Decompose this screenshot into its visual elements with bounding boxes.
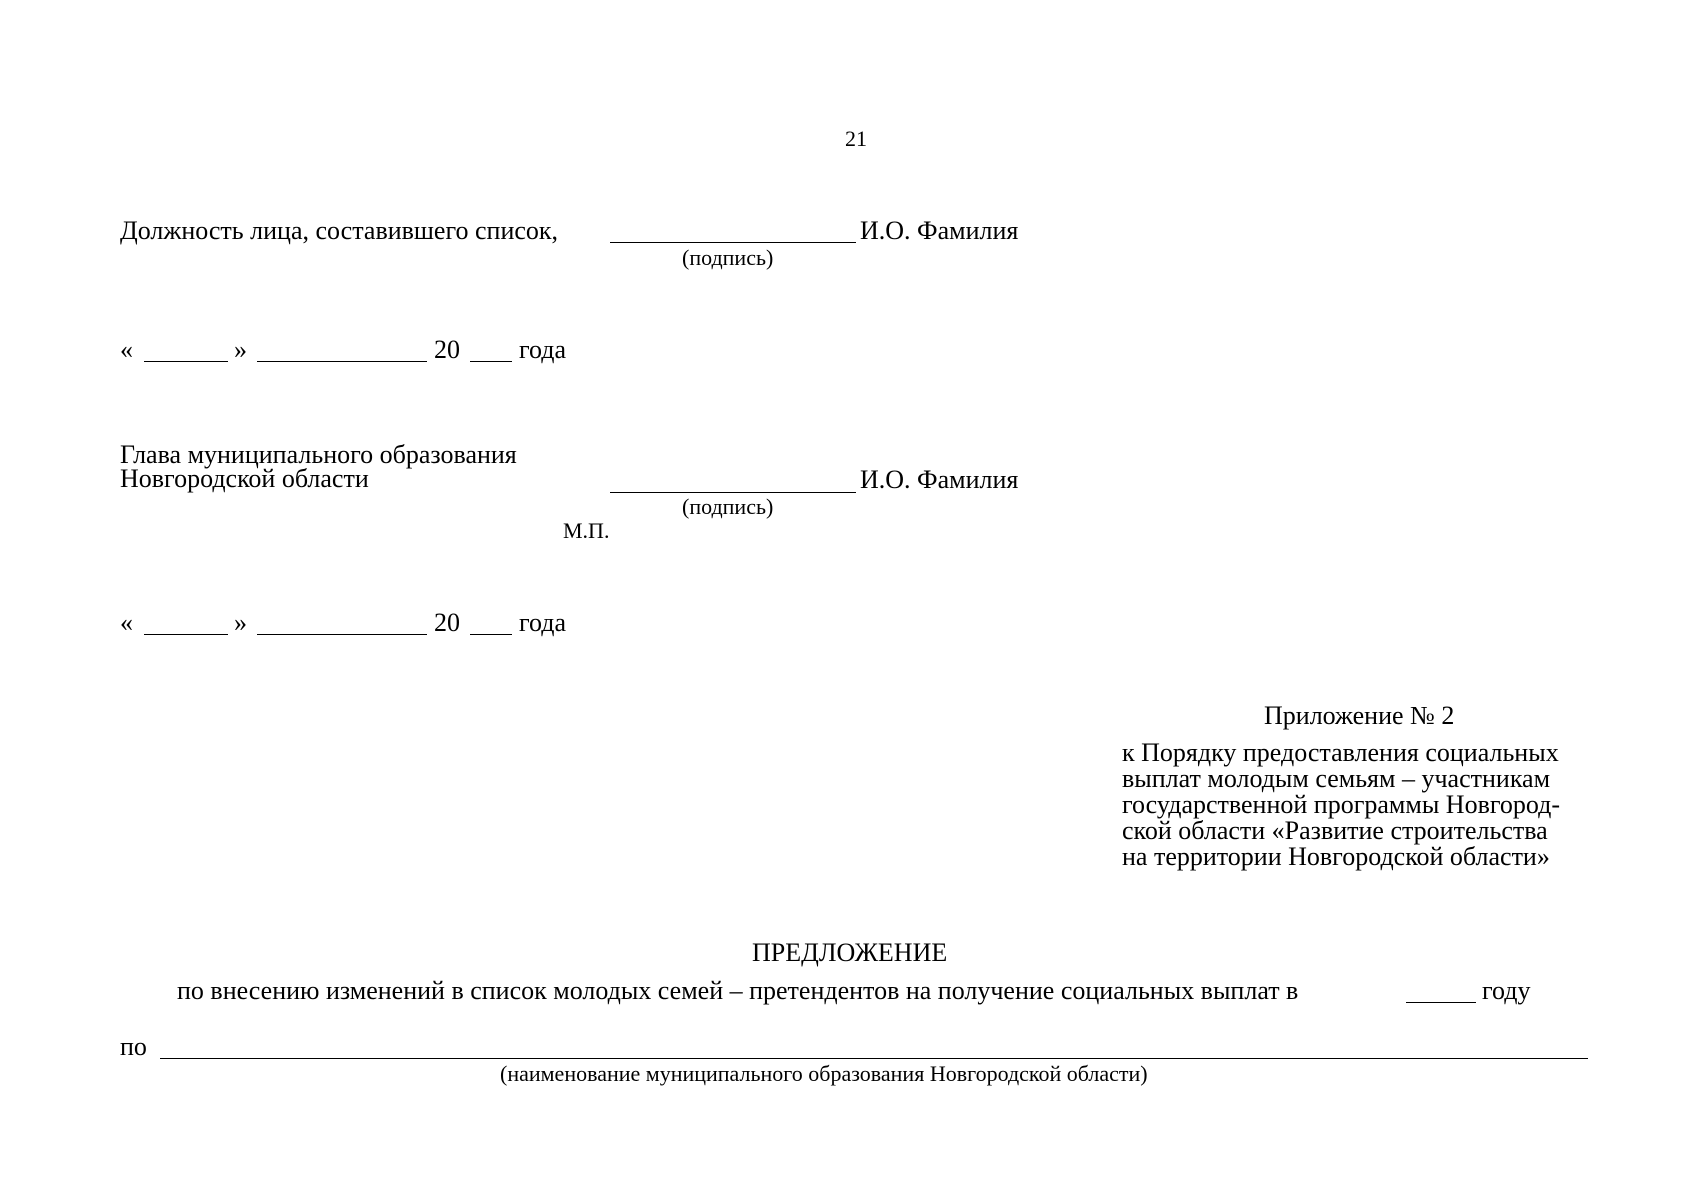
proposal-subheading-suffix: году <box>1482 976 1531 1005</box>
signatory-name: И.О. Фамилия <box>860 465 1019 494</box>
position-label: Должность лица, составившего список, <box>120 216 559 245</box>
day-blank <box>144 361 228 362</box>
year-blank <box>1406 1002 1476 1003</box>
proposal-subheading: по внесению изменений в список молодых семей – претендентов на получение социальных выплат в <box>177 976 1299 1005</box>
signature-line <box>610 242 856 243</box>
appendix-line: к Порядку предоставления социальных <box>1122 738 1559 767</box>
appendix-line: на территории Новгородской области» <box>1122 842 1550 871</box>
year-blank <box>470 634 512 635</box>
signature-caption: (подпись) <box>682 494 774 519</box>
signature-caption: (подпись) <box>682 245 774 270</box>
year-prefix: 20 <box>434 608 460 637</box>
appendix-title: Приложение № 2 <box>1264 701 1455 730</box>
by-label: по <box>120 1032 147 1061</box>
municipality-caption: (наименование муниципального образования Новгородской области) <box>500 1061 1148 1086</box>
municipality-line <box>160 1058 1588 1059</box>
page-number: 21 <box>845 126 867 151</box>
proposal-heading: ПРЕДЛОЖЕНИЕ <box>752 938 948 967</box>
appendix-line: государственной программы Новгород- <box>1122 790 1561 819</box>
appendix-line: ской области «Развитие строительства <box>1122 816 1548 845</box>
close-quote: » <box>234 335 247 364</box>
month-blank <box>257 634 427 635</box>
open-quote: « <box>120 335 133 364</box>
stamp-label: М.П. <box>563 518 610 543</box>
year-suffix: года <box>519 608 567 637</box>
appendix-line: выплат молодым семьям – участникам <box>1122 764 1551 793</box>
day-blank <box>144 634 228 635</box>
month-blank <box>257 361 427 362</box>
signature-line <box>610 492 856 493</box>
signatory-name: И.О. Фамилия <box>860 216 1019 245</box>
head-title-line2: Новгородской области <box>120 464 369 493</box>
head-title-line1: Глава муниципального образования <box>120 440 517 469</box>
appendix-text <box>1122 740 1560 870</box>
year-blank <box>470 361 512 362</box>
open-quote: « <box>120 608 133 637</box>
year-prefix: 20 <box>434 335 460 364</box>
close-quote: » <box>234 608 247 637</box>
year-suffix: года <box>519 335 567 364</box>
